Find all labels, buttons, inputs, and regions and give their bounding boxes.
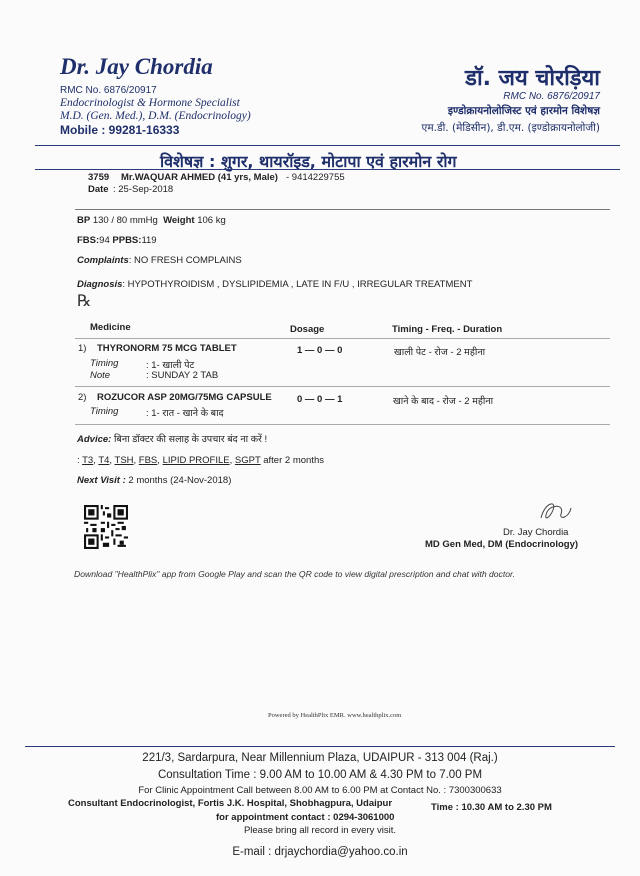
- footer-divider: [25, 746, 615, 747]
- signature-scribble-icon: [535, 498, 575, 526]
- test-t4[interactable]: T4: [98, 455, 110, 466]
- tests-prefix: :: [77, 455, 80, 466]
- mobile-en: Mobile : 99281-16333: [60, 123, 180, 137]
- medicine-1-name: THYRONORM 75 MCG TABLET: [97, 343, 237, 354]
- medicine-1-number: 1): [78, 343, 87, 354]
- diagnosis-value: : HYPOTHYROIDISM , DYSLIPIDEMIA , LATE IN F/U , IRREGULAR TREATMENT: [122, 279, 473, 290]
- medicine-1-dosage: 1 — 0 — 0: [297, 345, 343, 356]
- complaints-line: [77, 255, 242, 266]
- medicine-1-freq: खाली पेट - रोज - 2 महीना: [394, 347, 486, 358]
- fbs-label: FBS:: [77, 235, 100, 246]
- ppbs-value: 119: [141, 235, 157, 246]
- timing-header: Timing - Freq. - Duration: [392, 324, 503, 335]
- footer-records: Please bring all record in every visit.: [243, 825, 397, 836]
- ppbs-label: PPBS:: [112, 235, 142, 246]
- medicine-1-timing-label: Timing: [90, 358, 119, 369]
- medicine-2-divider: [75, 424, 610, 425]
- tests-separator: ,: [109, 455, 113, 466]
- tests-separator: ,: [157, 455, 160, 466]
- diagnosis-label: Diagnosis: [77, 279, 123, 290]
- medicine-header: Medicine: [90, 322, 131, 333]
- complaints-label: Complaints: [77, 255, 129, 266]
- tests-separator: ,: [229, 455, 233, 466]
- advice-line: [77, 432, 267, 445]
- vitals-line-2: [77, 235, 157, 246]
- footer-fortis: Consultant Endocrinologist, Fortis J.K. Hospital, Shobhagpura, Udaipur: [68, 798, 393, 809]
- test-sgpt[interactable]: SGPT: [234, 455, 261, 466]
- tests-separator: ,: [93, 455, 96, 466]
- fbs-value: 94: [99, 235, 110, 246]
- medicine-2-dosage: 0 — 0 — 1: [297, 394, 343, 405]
- medicine-2-name: ROZUCOR ASP 20MG/75MG CAPSULE: [97, 392, 272, 403]
- rmc-number-hi: RMC No. 6876/20917: [503, 91, 600, 102]
- next-visit-line: [77, 475, 231, 486]
- header-divider-top: [35, 145, 620, 146]
- weight-label: Weight: [163, 215, 195, 226]
- footer-fortis-contact: for appointment contact : 0294-3061000: [216, 812, 395, 823]
- doctor-name-hi: डॉ. जय चोरड़िया: [465, 66, 600, 91]
- medicine-2-timing-value: : 1- रात - खाने के बाद: [146, 408, 224, 419]
- vitals-line-1: [77, 215, 226, 226]
- date-label: Date: [88, 184, 109, 195]
- signature-degree: MD Gen Med, DM (Endocrinology): [425, 539, 579, 550]
- specialty-banner: विशेषज्ञ : शुगर, थायरॉइड, मोटापा एवं हारमोन रोग: [160, 152, 457, 171]
- qr-code-icon[interactable]: [84, 505, 128, 549]
- medicine-1-note-value: : SUNDAY 2 TAB: [146, 370, 219, 381]
- rx-icon: ℞: [77, 291, 92, 310]
- medicine-1-divider: [75, 386, 610, 387]
- degree-hi: एम.डी. (मेडिसीन), डी.एम. (इण्डोक्रायनोलोजी): [421, 122, 600, 134]
- patient-name: Mr.WAQUAR AHMED (41 yrs, Male): [121, 172, 278, 183]
- footer-address: 221/3, Sardarpura, Near Millennium Plaza, UDAIPUR - 313 004 (Raj.): [142, 752, 498, 764]
- medicine-2-number: 2): [78, 392, 87, 403]
- medicine-2-timing-label: Timing: [90, 406, 119, 417]
- signature-name: Dr. Jay Chordia: [503, 527, 569, 538]
- footer-email[interactable]: E-mail : drjaychordia@yahoo.co.in: [232, 846, 408, 858]
- tests-suffix: after 2 months: [263, 455, 324, 466]
- medicine-1-note-label: Note: [90, 370, 111, 381]
- doctor-name-en: Dr. Jay Chordia: [60, 54, 213, 79]
- bp-value: 130 / 80 mmHg: [92, 215, 158, 226]
- medicine-1-timing-value: : 1- खाली पेट: [146, 360, 195, 371]
- tests-separator: ,: [133, 455, 137, 466]
- complaints-value: : NO FRESH COMPLAINS: [128, 255, 242, 266]
- degree-en: M.D. (Gen. Med.), D.M. (Endocrinology): [60, 110, 251, 122]
- advice-label: Advice:: [77, 434, 112, 445]
- footer-appointment: For Clinic Appointment Call between 8.00 AM to 6.00 PM at Contact No. : 7300300633: [138, 785, 502, 796]
- rmc-number-en: RMC No. 6876/20917: [60, 85, 157, 96]
- test-t3[interactable]: T3: [82, 455, 94, 466]
- bp-label: BP: [77, 215, 91, 226]
- powered-by: Powered by HealthPlix EMR. www.healthplix.com: [268, 712, 402, 719]
- patient-phone: - 9414229755: [286, 172, 345, 183]
- medicine-2-freq: खाने के बाद - रोज - 2 महीना: [393, 396, 494, 407]
- header-divider-bottom: [35, 169, 620, 170]
- specialist-hi: इण्डोक्रायनोलोजिस्ट एवं हारमोन विशेषज्ञ: [447, 105, 600, 117]
- specialist-en: Endocrinologist & Hormone Specialist: [60, 97, 240, 109]
- download-note: Download "HealthPlix" app from Google Play and scan the QR code to view digital prescription and chat with doctor.: [74, 569, 515, 579]
- test-lipid-profile[interactable]: LIPID PROFILE: [162, 455, 230, 466]
- date-value: : 25-Sep-2018: [113, 184, 174, 195]
- footer-consultation-time: Consultation Time : 9.00 AM to 10.00 AM & 4.30 PM to 7.00 PM: [157, 769, 483, 781]
- dosage-header: Dosage: [290, 324, 325, 335]
- patient-id: 3759: [88, 172, 110, 183]
- next-visit-value: 2 months (24-Nov-2018): [128, 475, 232, 486]
- tests-line: [77, 455, 324, 466]
- test-tsh[interactable]: TSH: [114, 455, 134, 466]
- table-header-divider: [75, 338, 610, 339]
- weight-value: 106 kg: [197, 215, 226, 226]
- patient-divider: [75, 209, 610, 210]
- footer-fortis-time: Time : 10.30 AM to 2.30 PM: [431, 802, 552, 813]
- diagnosis-line: [77, 279, 472, 290]
- next-visit-label: Next Visit :: [77, 475, 126, 486]
- test-fbs[interactable]: FBS: [138, 455, 158, 466]
- advice-value: बिना डॉक्टर की सलाह के उपचार बंद ना करें !: [113, 434, 268, 445]
